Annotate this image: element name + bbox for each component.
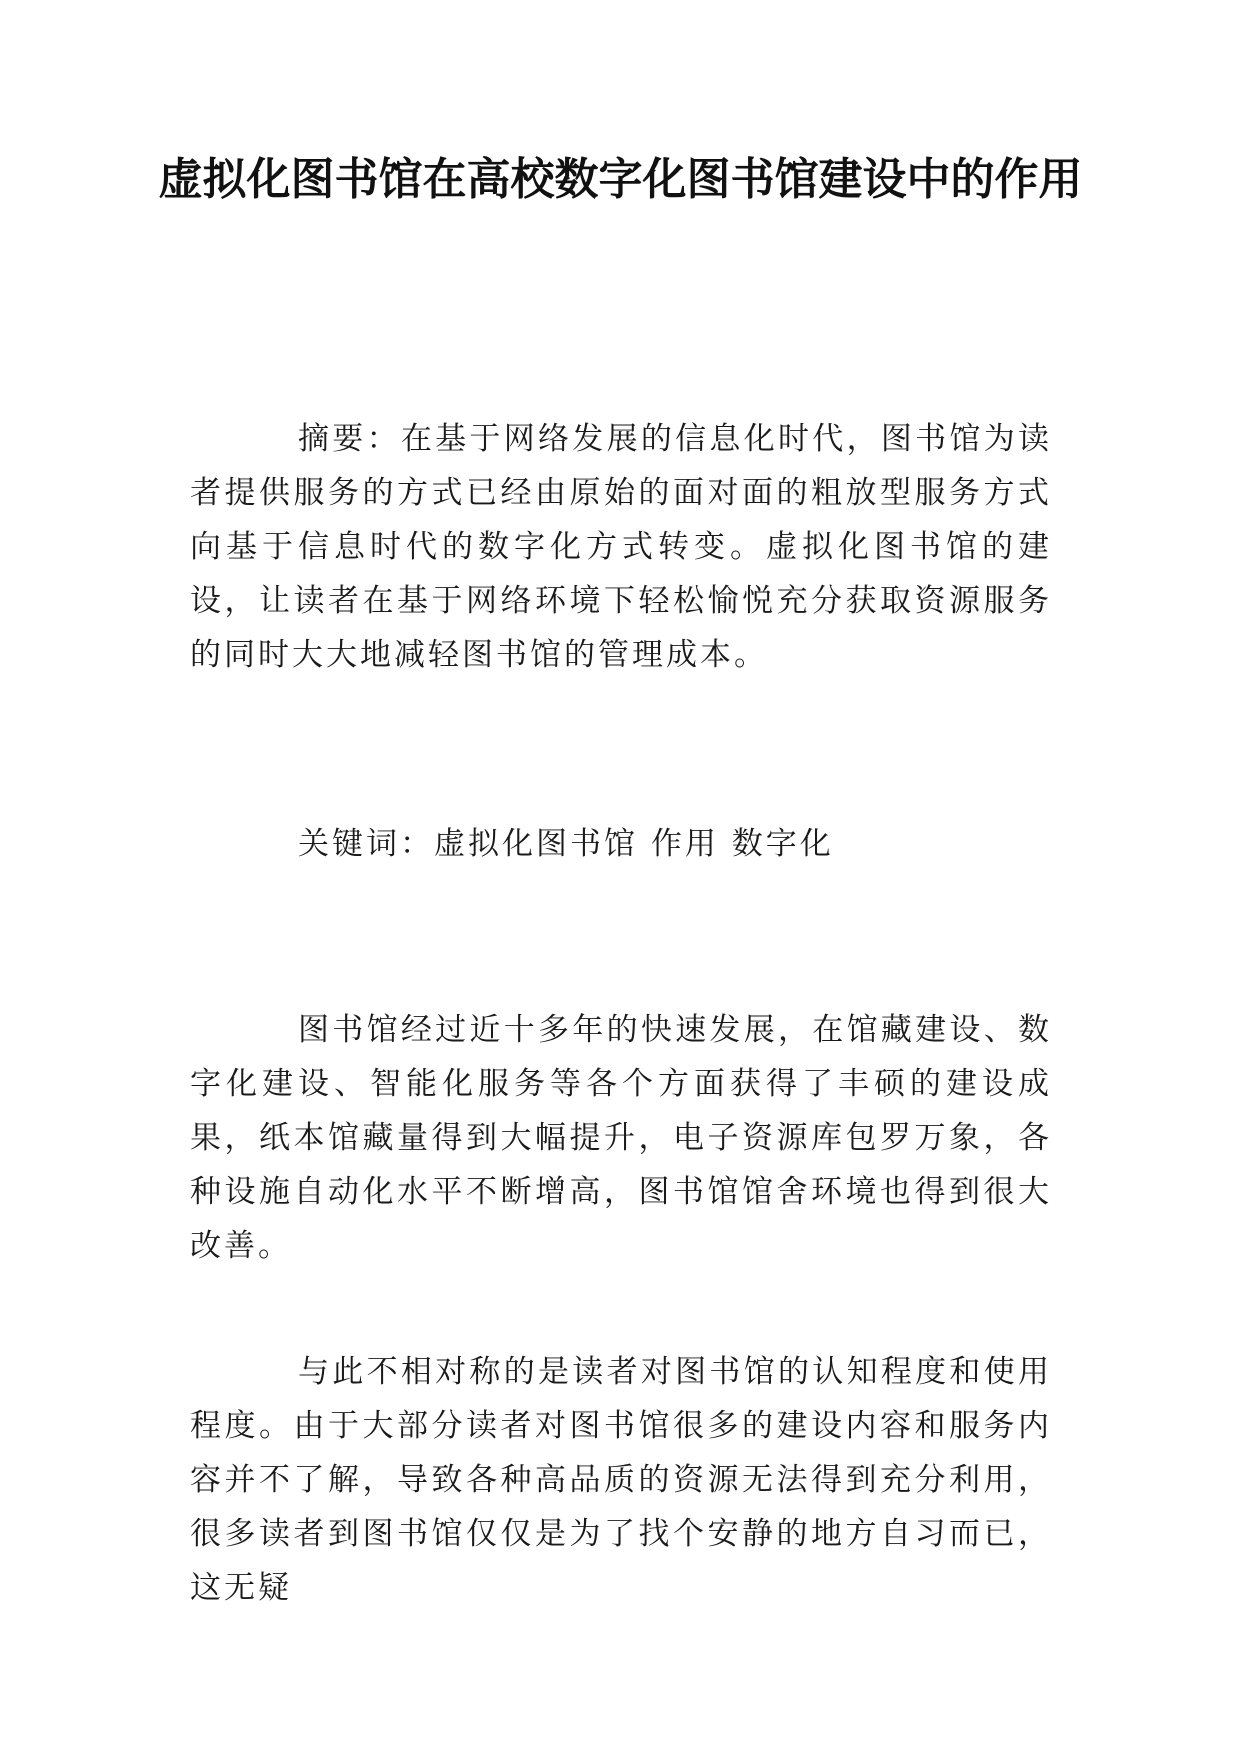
body-paragraph-1: 图书馆经过近十多年的快速发展，在馆藏建设、数字化建设、智能化服务等各个方面获得了丰硕的建设成果，纸本馆藏量得到大幅提升，电子资源库包罗万象，各种设施自动化水平不断增高，图书馆馆舍环境也得到很大改善。 <box>190 1012 1052 1264</box>
keywords-line: 关键词：虚拟化图书馆 作用 数字化 <box>298 826 834 862</box>
document-title: 虚拟化图书馆在高校数字化图书馆建设中的作用 <box>158 154 1083 205</box>
body-paragraph-2: 与此不相对称的是读者对图书馆的认知程度和使用程度。由于大部分读者对图书馆很多的建设内容和服务内容并不了解，导致各种高品质的资源无法得到充分利用，很多读者到图书馆仅仅是为了找个安静的地方自习而已，这无疑 <box>190 1354 1052 1606</box>
abstract-paragraph: 摘要：在基于网络发展的信息化时代，图书馆为读者提供服务的方式已经由原始的面对面的粗放型服务方式向基于信息时代的数字化方式转变。虚拟化图书馆的建设，让读者在基于网络环境下轻松愉悦充分获取资源服务的同时大大地减轻图书馆的管理成本。 <box>190 421 1052 673</box>
